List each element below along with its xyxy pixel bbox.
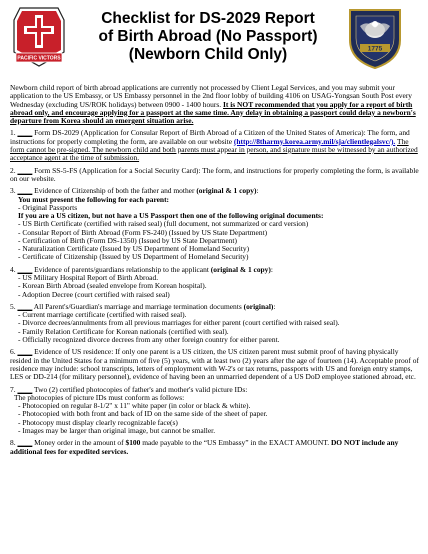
item-1-number: 1. [10,128,16,138]
item-8-amount: $100 [125,438,141,448]
item-5-text: All Parent's/Guardian's marriage and marriage termination documents [33,301,242,311]
item-4-line-3: - Adoption Decree (court certified with raised seal) [18,289,170,299]
intro-text: Newborn child report of birth abroad applications are currently not processed by Client Legal Services, and you may submit your application to the US Embassy, or US Embassy personnel in the 2nd floor lobby of building 4106 on USAG-Yongsan South Post every Wednesday (excluding US/ROK holidays) between 0900 - 1400 hours. [10,83,413,109]
item-3: 3. ____ Evidence of Citizenship of both the father and mother (original & 1 copy): You must present the following for each parent: - Original Passports If you are a US citizen, but not have a US Passport then one of the following original documents: - US Birth Certificate (certified with raised seal) (full document, not summarized or card version) - Consular Report of Birth Abroad (Form FS-240) (Issued by US State Department) - Certification of Birth (Form DS-1350) (Issued by US State Department) - Naturalization Certificate (Issued by US Department of Homeland Security) - Certificate of Citizenship (Issued by US Department of Homeland Security) [10,187,420,261]
item-3-line-4: - Certification of Birth (Form DS-1350) (Issued by US State Department) [18,235,237,245]
item-6-number: 6. [10,347,16,357]
item-3-line-6: - Certificate of Citizenship (Issued by US Department of Homeland Security) [18,252,249,262]
item-1-text: Form DS-2029 (Application for Consular Report of Birth Abroad of a Citizen of the United States of America): The form, and instructions for properly completing the form, are available on our website [10,128,410,146]
item-3-must: You must present the following for each parent: [18,194,170,204]
item-4-copies: (original & 1 copy) [210,264,271,274]
item-7-line-1: - Photocopied on regular 8-1/2" x 11" white paper (in color or black & white). [18,401,251,411]
item-7-line-4: - Images may be larger than original image, but cannot be smaller. [18,425,216,435]
item-3-number: 3. [10,186,16,196]
item-3-copies: (original & 1 copy) [196,186,257,196]
page-title [70,10,346,64]
item-4-number: 4. [10,264,16,274]
item-5-number: 5. [10,301,16,311]
item-4-line-1: - US Military Hospital Report of Birth Abroad. [18,273,159,282]
website-link[interactable]: (http://8tharmy.korea.army.mil/sja/clientlegalsvc/). [233,136,396,146]
title-line-3: (Newborn Child Only) [128,46,288,63]
item-8-payee: made payable to the “US Embassy” in the EXACT AMOUNT. [142,438,330,448]
item-4-line-2: - Korean Birth Abroad (sealed envelope from Korean hospital). [18,281,207,291]
item-5-line-2: - Divorce decrees/annulments from all previous marriages for either parent (court certified with raised seal). [18,318,340,328]
eighth-army-emblem-icon [12,6,66,72]
item-7-line-2: - Photocopied with both front and back of ID on the same side of the sheet of paper. [18,409,268,419]
item-1: 1. ____ Form DS-2029 (Application for Consular Report of Birth Abroad of a Citizen of the United States of America): The form, and instructions for properly completing the form, are available on our website (http://8tharmy.korea.army.mil/sja/clientlegalsvc/). The form cannot be pre-signed. The newborn child and both parents must appear in person, and signature must be witnessed by an authorized acceptance agent at the time of submission. [10,128,418,163]
item-3-line-1: - Original Passports [18,202,78,212]
item-6-text: Evidence of US residence: If only one parent is a US citizen, the US citizen parent must submit proof of having physically resided in the United States for a minimum of five (5) years, with at least two (2) years after the age of fourteen (14). Acceptable proof of residence may include: school transcripts, letters of employment with W-2's or tax returns, passports with US and foreign entry stamps, LES or DD-214 (for military personnel), evidence of having been an unmarried dependent of a US DoD employee stationed abroad, etc. [10,347,419,382]
item-3-line-5: - Naturalization Certificate (Issued by US Department of Homeland Security) [18,244,250,254]
item-8-text: Money order in the amount of [34,438,124,448]
item-1-note: The form cannot be pre-signed. The newborn child and both parents must appear in person, and signature must be witnessed by an authorized acceptance agent at the time of submission. [10,136,418,163]
item-7: 7. ____ Two (2) certified photocopies of father's and mother's valid picture IDs: The photocopies of picture IDs must conform as follows: - Photocopied on regular 8-1/2" x 11" white paper (in color or black & white). - Photocopied with both front and back of ID on the same side of the sheet of paper. - Photocopy must display clearly recognizable face(s) - Images may be larger than original image, but cannot be smaller. [10,386,420,436]
item-3-line-2: - US Birth Certificate (certified with raised seal) (full document, not summarized or card version) [18,219,309,229]
intro-warning: It is NOT recommended that you apply for a report of birth abroad only, and encourage applying for a passport at the same time. Any delay in obtaining a passport could delay a newborn's departure from Korea should an emergent situation arise. [10,99,416,125]
item-8: 8. ____ Money order in the amount of $100 made payable to the “US Embassy” in the EXACT AMOUNT. DO NOT include any additional fees for expedited services. [10,438,399,456]
intro-paragraph [10,84,420,125]
item-2: 2. ____ Form SS-5-FS (Application for a Social Security Card): The form, and instructions for properly completing the form, is available on our website. [10,165,419,183]
item-6: 6. ____ Evidence of US residence: If only one parent is a US citizen, the US citizen parent must submit proof of having physically resided in the United States for a minimum of five (5) years, with at least two (2) years after the age of fourteen (14). Acceptable proof of residence may include: school transcripts, letters of employment with W-2's or tax returns, passports with US and foreign entry stamps, LES or DD-214 (for military personnel), evidence of having been an unmarried dependent of a US DoD employee stationed abroad, etc. [10,347,419,382]
item-4: 4. ____ Evidence of parents/guardians relationship to the applicant (original & 1 copy): - US Military Hospital Report of Birth Abroad. - Korean Birth Abroad (sealed envelope from Korean hospital). - Adoption Decree (court certified with raised seal) [10,266,420,299]
item-5-line-4: - Officially recognized divorce decrees from any other foreign country for either parent. [18,334,280,344]
item-4-text: Evidence of parents/guardians relationship to the applicant [34,264,209,274]
item-3-text: Evidence of Citizenship of both the father and mother [34,186,195,196]
checklist-body [10,84,420,460]
item-8-warning: DO NOT include any additional fees for expedited services. [10,438,399,456]
item-7-line-3: - Photocopy must display clearly recognizable face(s) [18,417,178,427]
item-5: 5. ____ All Parent's/Guardian's marriage and marriage termination documents (original): - Current marriage certificate (certified with raised seal). - Divorce decrees/annulments from all previous marriages for either parent (court certified with raised seal). - Family Relation Certificate for Korean nationals (certified with seal). - Officially recognized divorce decrees from any other foreign country for either parent. [10,303,420,344]
svg-text:1775: 1775 [367,45,383,53]
item-7-text: Two (2) certified photocopies of father's and mother's valid picture IDs: [34,384,248,394]
item-3-alternative: If you are a US citizen, but not have a US Passport then one of the following original documents: [18,211,324,221]
item-5-copies: (original) [243,301,274,311]
item-7-subheading: The photocopies of picture IDs must conform as follows: [14,392,185,402]
item-5-line-1: - Current marriage certificate (certified with raised seal). [18,310,187,320]
title-line-1: Checklist for DS-2029 Report [101,10,315,27]
army-shield-emblem-icon [346,6,404,70]
item-5-line-3: - Family Relation Certificate for Korean nationals (certified with seal). [18,326,229,336]
item-7-number: 7. [10,384,16,394]
item-3-line-3: - Consular Report of Birth Abroad (Form FS-240) (Issued by US State Department) [18,227,268,237]
item-2-text: Form SS-5-FS (Application for a Social Security Card): The form, and instructions for properly completing the form, is available on our website. [10,165,419,183]
item-2-number: 2. [10,165,16,175]
item-8-number: 8. [10,438,16,448]
title-line-2: of Birth Abroad (No Passport) [98,28,318,45]
svg-text:PACIFIC VICTORS: PACIFIC VICTORS [17,55,61,62]
